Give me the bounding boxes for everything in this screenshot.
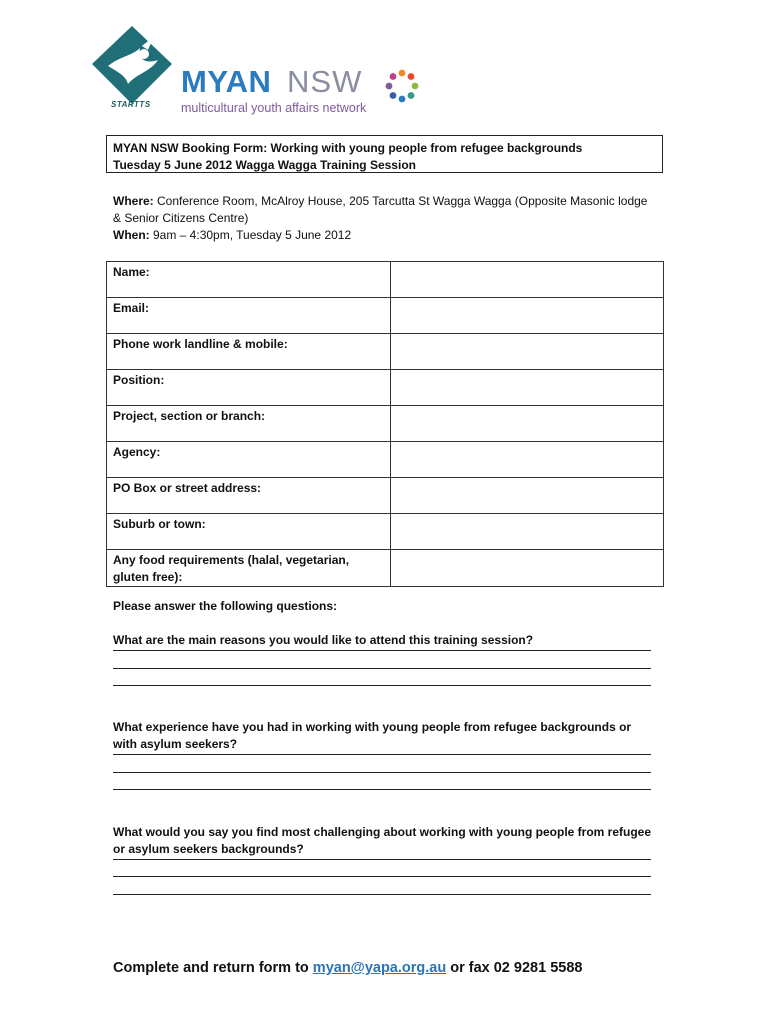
- agency-label: Agency:: [107, 442, 391, 478]
- name-field[interactable]: [391, 262, 664, 298]
- where-label: Where:: [113, 194, 154, 208]
- answer-1-line-3[interactable]: [113, 685, 651, 686]
- table-row: [107, 478, 664, 514]
- when-value: 9am – 4:30pm, Tuesday 5 June 2012: [153, 228, 352, 242]
- return-suffix: or fax 02 9281 5588: [446, 960, 583, 976]
- brand-myan: MYAN: [181, 64, 272, 99]
- table-row: [107, 334, 664, 370]
- table-row: [107, 442, 664, 478]
- dot-ring-icon: [384, 68, 420, 104]
- position-field[interactable]: [391, 370, 664, 406]
- email-field[interactable]: [391, 298, 664, 334]
- food-label: Any food requirements (halal, vegetarian, gluten free):: [107, 550, 391, 587]
- questions-intro: Please answer the following questions:: [113, 599, 338, 613]
- address-field[interactable]: [391, 478, 664, 514]
- form-title-box: [106, 135, 663, 173]
- project-label: Project, section or branch:: [107, 406, 391, 442]
- answer-3-line-1[interactable]: [113, 859, 651, 860]
- startts-bird-icon: [88, 26, 178, 106]
- answer-2-line-3[interactable]: [113, 789, 651, 790]
- where-value: Conference Room, McAlroy House, 205 Tarcutta St Wagga Wagga (Opposite Masonic lodge & Senior Citizens Centre): [113, 194, 648, 225]
- answer-2-line-1[interactable]: [113, 754, 651, 755]
- address-label: PO Box or street address:: [107, 478, 391, 514]
- table-row: [107, 550, 664, 587]
- food-field[interactable]: [391, 550, 664, 587]
- table-row: [107, 298, 664, 334]
- when-line: [113, 227, 658, 244]
- myan-nsw-logo: [88, 26, 428, 118]
- email-label: Email:: [107, 298, 391, 334]
- session-title: Tuesday 5 June 2012 Wagga Wagga Training Session: [113, 158, 416, 172]
- phone-field[interactable]: [391, 334, 664, 370]
- event-details: [113, 193, 658, 244]
- table-row: [107, 406, 664, 442]
- question-1: What are the main reasons you would like to attend this training session?: [113, 633, 534, 647]
- table-row: [107, 370, 664, 406]
- where-line: [113, 193, 658, 227]
- answer-3-line-2[interactable]: [113, 876, 651, 877]
- when-label: When:: [113, 228, 150, 242]
- return-instructions: [113, 960, 582, 976]
- startts-label: STARTTS: [111, 100, 151, 109]
- phone-label: Phone work landline & mobile:: [107, 334, 391, 370]
- brand-nsw: NSW: [287, 64, 363, 99]
- project-field[interactable]: [391, 406, 664, 442]
- table-row: [107, 262, 664, 298]
- answer-1-line-1[interactable]: [113, 650, 651, 651]
- suburb-label: Suburb or town:: [107, 514, 391, 550]
- form-title: MYAN NSW Booking Form: Working with young people from refugee backgrounds: [113, 141, 583, 155]
- table-row: [107, 514, 664, 550]
- agency-field[interactable]: [391, 442, 664, 478]
- suburb-field[interactable]: [391, 514, 664, 550]
- position-label: Position:: [107, 370, 391, 406]
- return-prefix: Complete and return form to: [113, 960, 313, 976]
- booking-fields-table: [106, 261, 664, 587]
- question-2: What experience have you had in working with young people from refugee backgrounds or with asylum seekers?: [113, 720, 632, 751]
- answer-3-line-3[interactable]: [113, 894, 651, 895]
- answer-2-line-2[interactable]: [113, 772, 651, 773]
- name-label: Name:: [107, 262, 391, 298]
- question-3: What would you say you find most challenging about working with young people from refugee or asylum seekers backgrounds?: [113, 825, 652, 856]
- answer-1-line-2[interactable]: [113, 668, 651, 669]
- brand-tagline: multicultural youth affairs network: [181, 101, 367, 115]
- email-link[interactable]: myan@yapa.org.au: [312, 960, 447, 976]
